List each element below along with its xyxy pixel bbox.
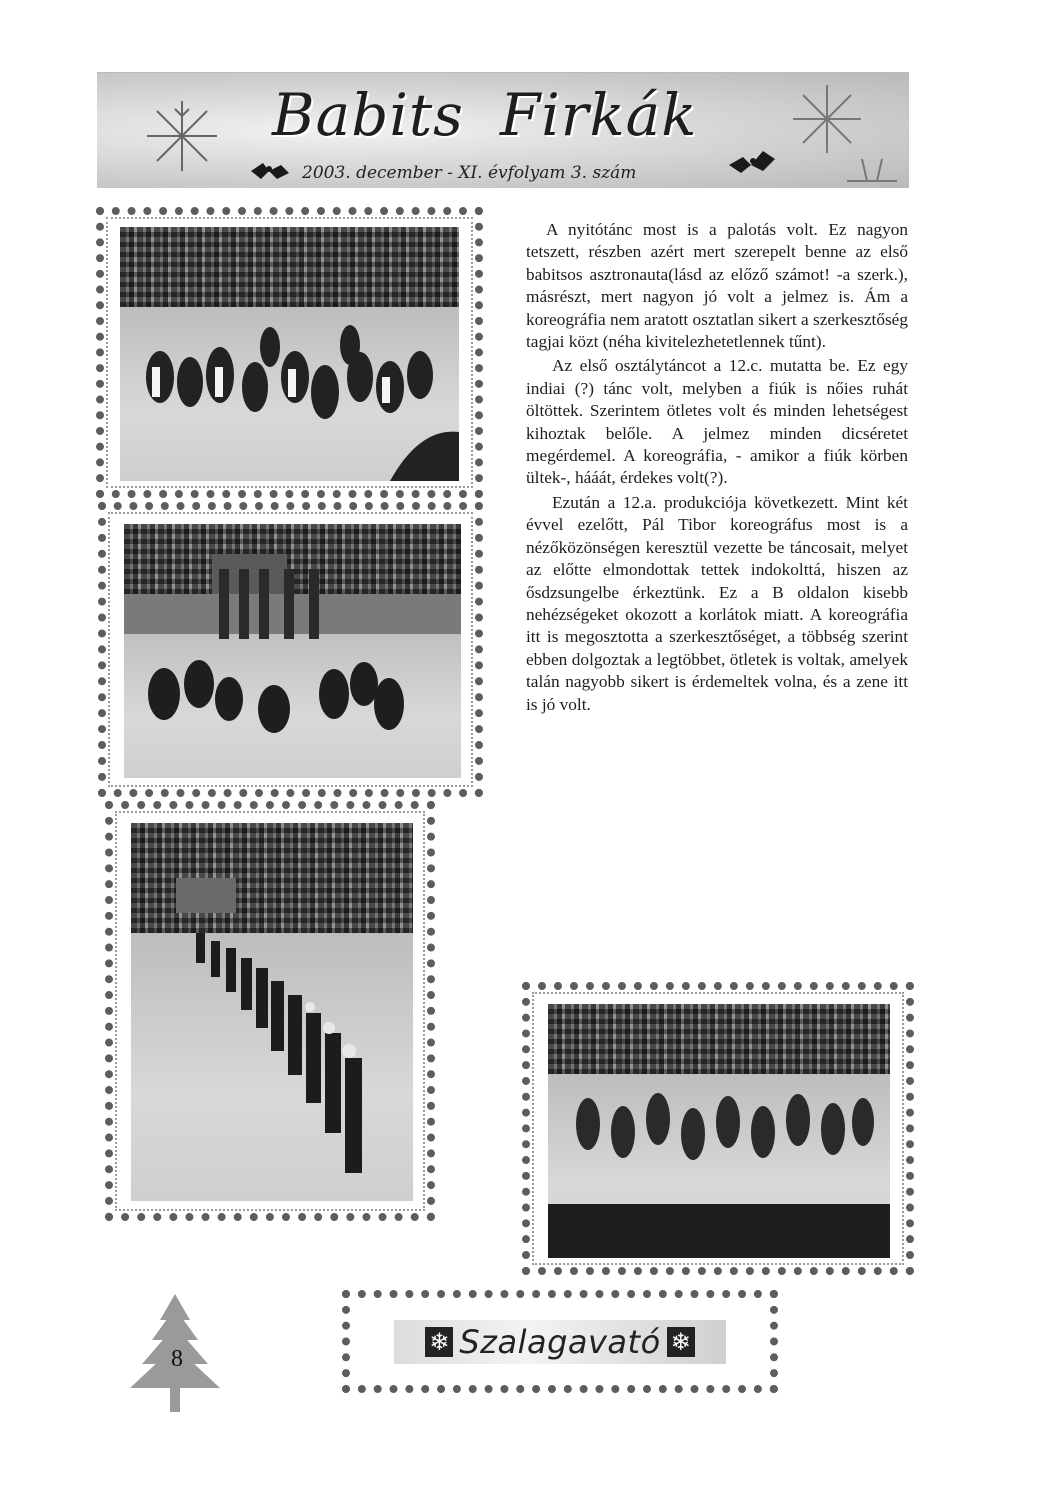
photo-frame-4	[522, 982, 914, 1275]
article-paragraph: A nyitótánc most is a palotás volt. Ez nagyon tetszett, részben azért mert szerepelt benne az első babitsos asztronauta(lásd az előző számot! -a szerk.), másrészt, mert nagyon jó volt a jelmez is. Ám a koreográfia nem aratott osztatlan sikert a szerkesztőség tagjai közt (néha kivitelezhetetlennek tűnt).	[526, 220, 908, 352]
snowflake-icon	[837, 151, 907, 187]
article-paragraph: Az első osztálytáncot a 12.c. mutatta be. Ez egy indiai (?) tánc volt, melyben a fiúk is nőies ruhát öltöttek. Szerintem ötletes volt és minden lehetségest kihoztak belőle. A jelmez minden dicséretet megérdemel. A koreográfia, - amikor a fiúk körben ültek-, hááát, érdekes volt(?).	[526, 356, 908, 488]
photo-jungle-dance	[548, 1004, 890, 1258]
section-banner	[342, 1290, 778, 1393]
issue-info: 2003. december - XI. évfolyam 3. szám	[302, 163, 637, 183]
masthead-banner	[97, 72, 909, 188]
section-label: Szalagavató	[459, 1323, 661, 1361]
photo-frame-1	[96, 207, 483, 498]
page-number: 8	[171, 1346, 183, 1372]
snowflake-icon: ❄	[425, 1327, 453, 1357]
snowflake-icon	[777, 79, 877, 159]
masthead-title-word-1: Babits	[272, 81, 464, 149]
masthead-title	[272, 81, 697, 149]
snowflake-icon: ❄	[667, 1327, 695, 1357]
article-body	[526, 219, 908, 718]
photo-frame-3	[105, 801, 435, 1221]
holly-icon	[247, 155, 293, 185]
article-paragraph: Ezután a 12.a. produkciója következett. Mint két évvel ezelőtt, Pál Tibor koreográfus most is a nézőközönségen keresztül vezette be táncosait, melyet az előtte elmondottak tettek indokolttá, hiszen az ősdzsungelbe érkeztünk. Ez a B oldalon kisebb nehézségeket okozott a korlátok miatt. A koreográfia itt is megosztotta a szerkesztőséget, a többség szerint ebben dolgoztak a legtöbbet, ötletek is voltak, amelyek talán nagyobb sikert is érdemeltek volna, és a zene itt is jó volt.	[526, 492, 908, 714]
photo-palotas-dance	[120, 227, 459, 481]
photo-dance-line	[131, 823, 413, 1201]
photo-frame-2	[98, 502, 483, 797]
photo-indian-dance	[124, 524, 461, 778]
holly-icon	[725, 143, 783, 183]
masthead-title-word-2: Firkák	[499, 81, 698, 149]
snowflake-icon	[127, 91, 237, 181]
